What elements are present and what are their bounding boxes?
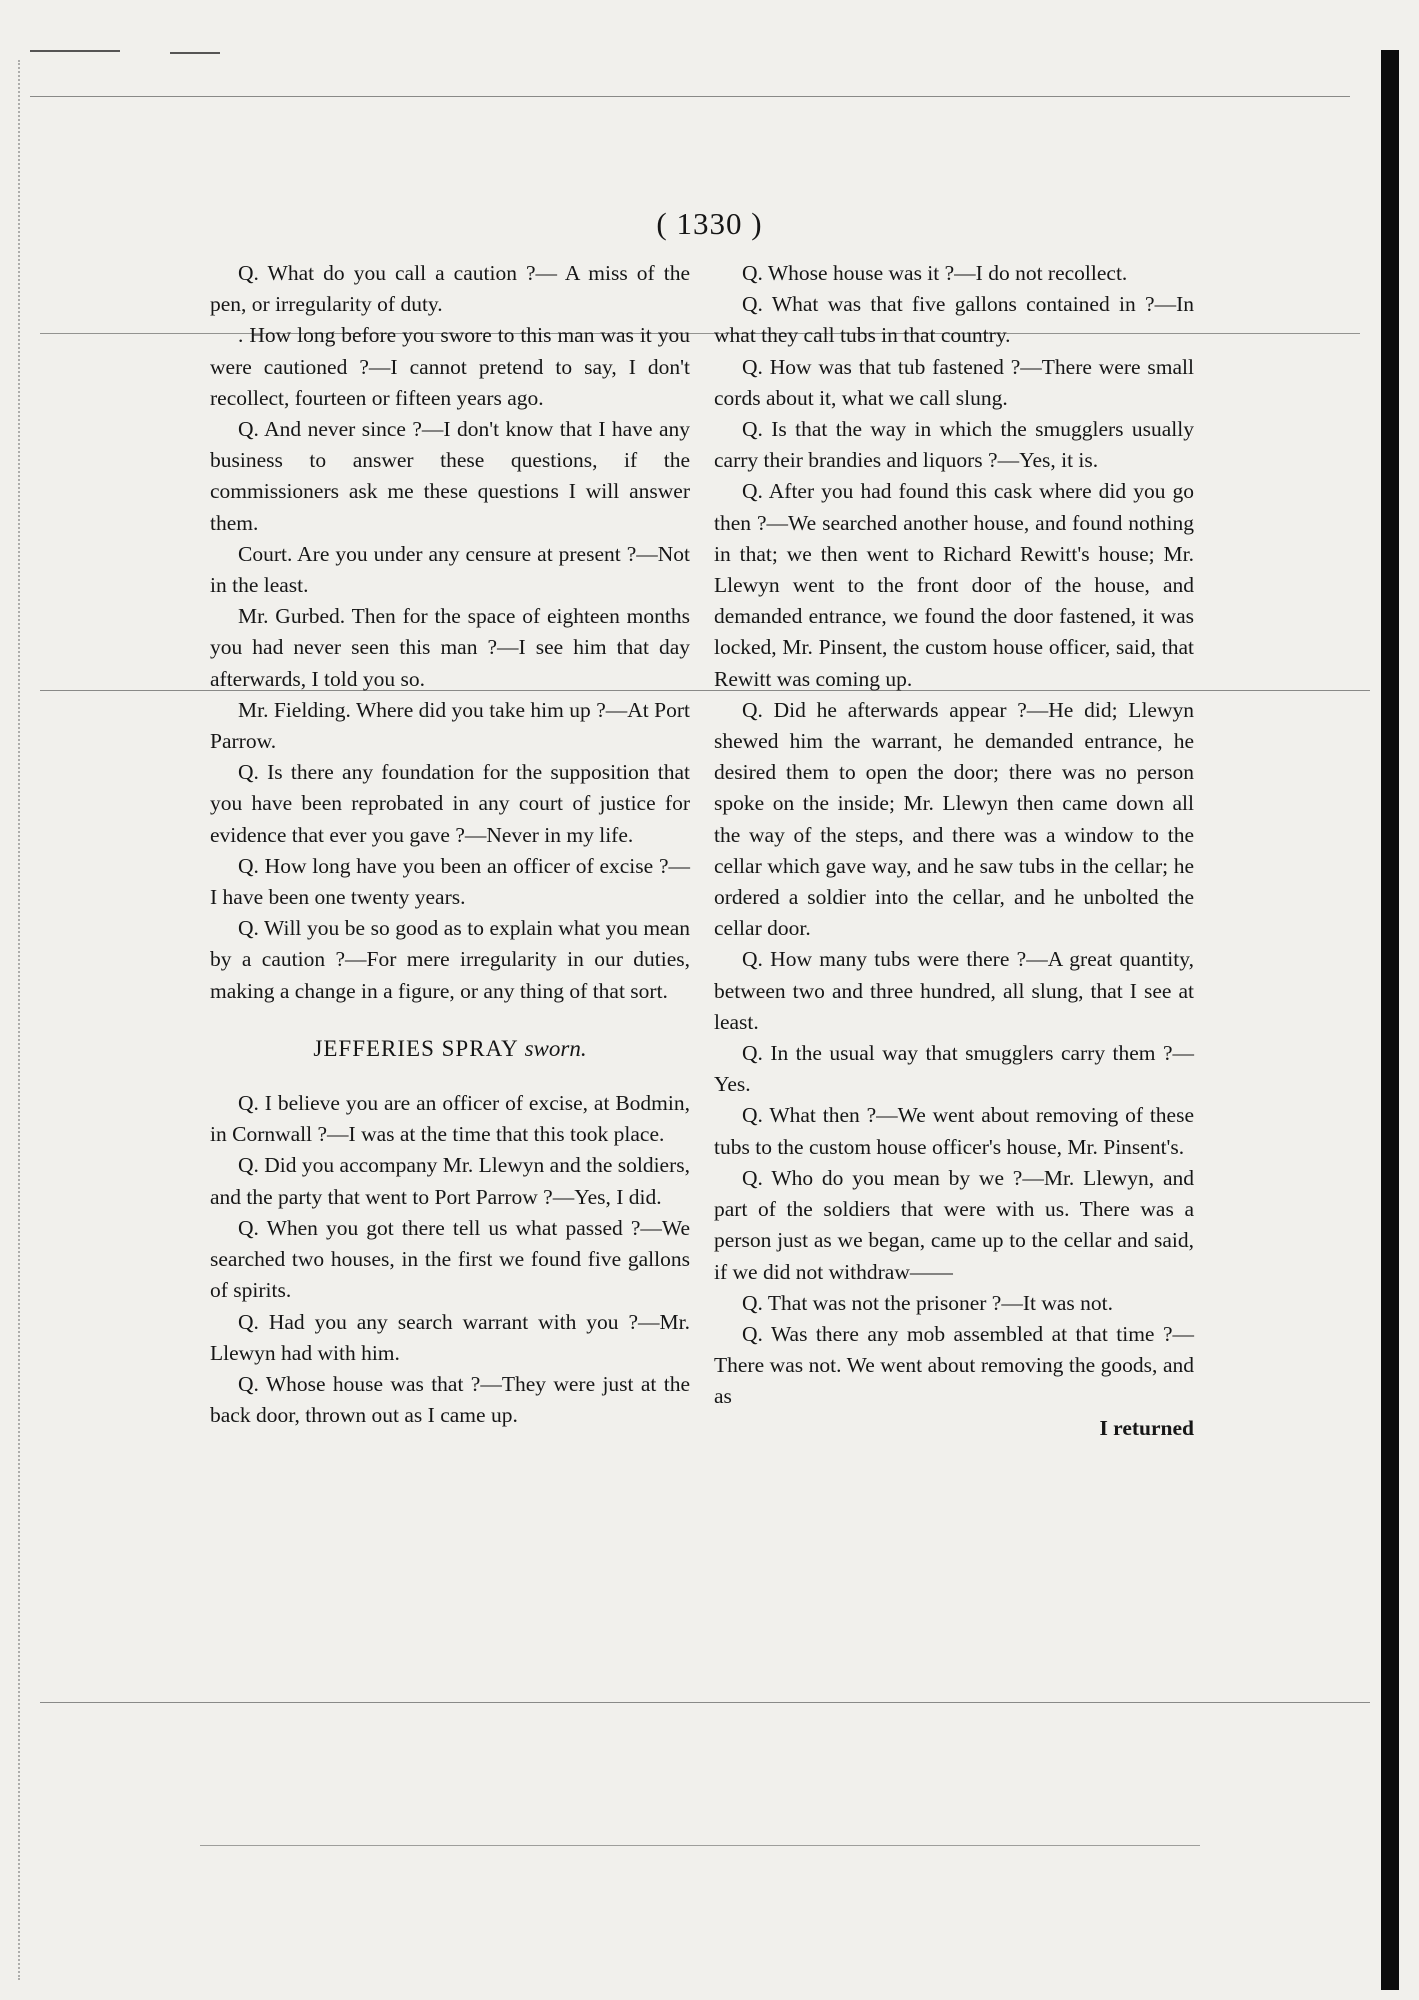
left-paragraph-14: Q. Whose house was that ?—They were just at the back door, thrown out as I came up. — [210, 1371, 690, 1428]
witness-sworn: sworn. — [524, 1035, 587, 1061]
right-paragraph-1: Q. Whose house was it ?—I do not recollect. — [742, 261, 1128, 285]
scan-rule-top-mid — [170, 52, 220, 54]
page-number: ( 1330 ) — [656, 206, 763, 241]
right-paragraph-5: Q. After you had found this cask where did you go then ?—We searched another house, and found nothing in that; we then went to Richard Rewitt's house; Mr. Llewyn went to the front door of the house, and demanded entrance, we found the door fastened, it was locked, Mr. Pinsent, the custom house officer, said, that Rewitt was coming up. — [714, 479, 1194, 691]
witness-name: JEFFERIES SPRAY — [313, 1035, 518, 1061]
scan-rule-upper — [30, 96, 1350, 97]
scan-rule-bottom — [200, 1845, 1200, 1846]
witness-heading — [210, 1033, 690, 1064]
left-paragraph-10: Q. I believe you are an officer of excise, at Bodmin, in Cornwall ?—I was at the time that this took place. — [210, 1091, 690, 1147]
left-column — [210, 258, 690, 1431]
left-paragraph-2: . How long before you swore to this man was it you were cautioned ?—I cannot pretend to say, I don't recollect, fourteen or fifteen years ago. — [210, 323, 690, 410]
right-paragraph-6: Q. Did he afterwards appear ?—He did; Llewyn shewed him the warrant, he demanded entrance, he desired them to open the door; there was no person spoke on the inside; Mr. Llewyn then came down all the way of the steps, and there was a window to the cellar which gave way, and he saw tubs in the cellar; he ordered a soldier into the cellar, and he unbolted the cellar door. — [714, 697, 1194, 941]
right-paragraph-12: Q. Was there any mob assembled at that time ?—There was not. We went about removing the goods, and as — [714, 1321, 1194, 1409]
scan-rule-top-left — [30, 50, 120, 52]
catchword: I returned — [1099, 1415, 1194, 1440]
left-paragraph-1: Q. What do you call a caution ?— A miss of the pen, or irregularity of duty. — [210, 261, 690, 317]
right-paragraph-10: Q. Who do you mean by we ?—Mr. Llewyn, and part of the soldiers that were with us. There was a person just as we began, came up to the cellar and said, if we did not withdraw—— — [714, 1165, 1194, 1284]
right-column — [714, 258, 1194, 1444]
left-paragraph-12: Q. When you got there tell us what passed ?—We searched two houses, in the first we found five gallons of spirits. — [210, 1215, 690, 1303]
left-paragraph-13: Q. Had you any search warrant with you ?—Mr. Llewyn had with him. — [210, 1309, 690, 1365]
left-paragraph-6: Mr. Fielding. Where did you take him up ?—At Port Parrow. — [210, 697, 690, 754]
right-paragraph-8: Q. In the usual way that smugglers carry them ?—Yes. — [714, 1041, 1194, 1097]
right-paragraph-9: Q. What then ?—We went about removing of these tubs to the custom house officer's house, Mr. Pinsent's. — [714, 1103, 1194, 1159]
left-paragraph-5: Mr. Gurbed. Then for the space of eighteen months you had never seen this man ?—I see him that day afterwards, I told you so. — [210, 604, 690, 691]
left-paragraph-9: Q. Will you be so good as to explain what you mean by a caution ?—For mere irregularity in our duties, making a change in a figure, or any thing of that sort. — [210, 916, 690, 1003]
left-margin-noise — [18, 60, 22, 1980]
scan-rule-lower — [40, 1702, 1370, 1703]
left-paragraph-4: Court. Are you under any censure at present ?—Not in the least. — [210, 541, 690, 598]
right-paragraph-3: Q. How was that tub fastened ?—There were small cords about it, what we call slung. — [714, 354, 1194, 410]
right-paragraph-4: Q. Is that the way in which the smugglers usually carry their brandies and liquors ?—Yes, it is. — [714, 417, 1194, 473]
right-paragraph-11: Q. That was not the prisoner ?—It was not. — [742, 1290, 1114, 1315]
right-paragraph-7: Q. How many tubs were there ?—A great quantity, between two and three hundred, all slung, that I see at least. — [714, 947, 1194, 1034]
right-paragraph-2: Q. What was that five gallons contained in ?—In what they call tubs in that country. — [714, 292, 1194, 348]
left-paragraph-11: Q. Did you accompany Mr. Llewyn and the soldiers, and the party that went to Port Parrow ?—Yes, I did. — [210, 1153, 691, 1209]
left-paragraph-3: Q. And never since ?—I don't know that I have any business to answer these questions, if the commissioners ask me these questions I will answer them. — [210, 417, 690, 535]
left-paragraph-7: Q. Is there any foundation for the supposition that you have been reprobated in any court of justice for evidence that ever you gave ?—Never in my life. — [210, 760, 690, 847]
left-paragraph-8: Q. How long have you been an officer of excise ?—I have been one twenty years. — [210, 853, 690, 910]
binding-edge-bar — [1381, 50, 1399, 1990]
